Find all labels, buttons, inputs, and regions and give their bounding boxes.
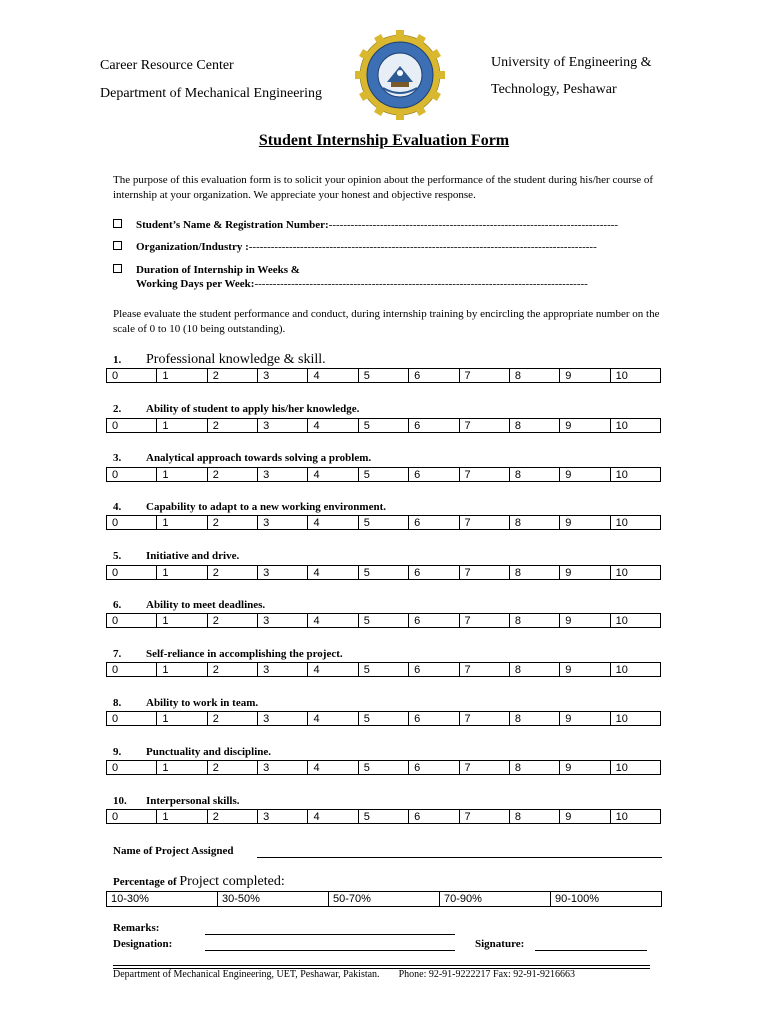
rating-option[interactable]: 3 bbox=[257, 663, 307, 676]
rating-option[interactable]: 8 bbox=[509, 516, 559, 529]
designation-label: Designation: bbox=[113, 938, 173, 950]
question-label bbox=[113, 403, 359, 415]
question-text: Interpersonal skills. bbox=[146, 795, 240, 807]
header-right-line2: Technology, Peshawar bbox=[491, 82, 617, 97]
rating-option[interactable]: 5 bbox=[358, 663, 408, 676]
checkbox-icon[interactable] bbox=[113, 219, 122, 228]
rating-option[interactable]: 9 bbox=[559, 419, 609, 432]
rating-option[interactable]: 3 bbox=[257, 369, 307, 382]
percentage-label-rest: Project completed: bbox=[179, 874, 285, 889]
rating-option[interactable]: 4 bbox=[307, 663, 357, 676]
rating-option[interactable]: 1 bbox=[156, 810, 206, 823]
rating-option[interactable]: 3 bbox=[257, 761, 307, 774]
rating-option[interactable]: 10 bbox=[610, 468, 660, 481]
rating-option[interactable]: 1 bbox=[156, 761, 206, 774]
intro-paragraph: The purpose of this evaluation form is to solicit your opinion about the performance of the student during his/her course of internship at your organization. We appreciate your honest and objective response. bbox=[113, 174, 654, 201]
rating-option[interactable]: 2 bbox=[207, 614, 257, 627]
rating-option[interactable]: 8 bbox=[509, 566, 559, 579]
rating-option[interactable]: 5 bbox=[358, 614, 408, 627]
rating-option[interactable]: 1 bbox=[156, 468, 206, 481]
organization-blank: ----------------------------------------------------------------------------------------------- bbox=[248, 241, 597, 253]
rating-option[interactable]: 8 bbox=[509, 761, 559, 774]
rating-option[interactable]: 2 bbox=[207, 468, 257, 481]
rating-option[interactable]: 10 bbox=[610, 369, 660, 382]
rating-option[interactable]: 2 bbox=[207, 663, 257, 676]
rating-option[interactable]: 1 bbox=[156, 419, 206, 432]
rating-option[interactable]: 0 bbox=[112, 664, 119, 676]
question-text: Professional knowledge & skill. bbox=[146, 352, 326, 367]
rating-scale-row bbox=[106, 515, 661, 530]
rating-option[interactable]: 0 bbox=[112, 615, 119, 627]
question-number: 1. bbox=[113, 354, 122, 366]
rating-option[interactable]: 1 bbox=[156, 614, 206, 627]
rating-option[interactable]: 5 bbox=[358, 468, 408, 481]
rating-option[interactable]: 9 bbox=[559, 614, 609, 627]
rating-option[interactable]: 10 bbox=[610, 761, 660, 774]
question-text: Punctuality and discipline. bbox=[146, 746, 272, 758]
rating-option[interactable]: 1 bbox=[156, 663, 206, 676]
rating-option[interactable]: 7 bbox=[459, 663, 509, 676]
rating-option[interactable]: 8 bbox=[509, 369, 559, 382]
question-number: 9. bbox=[113, 746, 122, 758]
rating-option[interactable]: 7 bbox=[459, 712, 509, 725]
rating-option[interactable]: 6 bbox=[408, 712, 458, 725]
rating-option[interactable]: 6 bbox=[408, 369, 458, 382]
rating-option[interactable]: 0 bbox=[112, 567, 119, 579]
signature-label: Signature: bbox=[475, 938, 525, 950]
rating-option[interactable]: 0 bbox=[112, 420, 119, 432]
question-number: 5. bbox=[113, 550, 122, 562]
rating-option[interactable]: 8 bbox=[509, 468, 559, 481]
rating-option[interactable]: 10 bbox=[610, 614, 660, 627]
rating-option[interactable]: 9 bbox=[559, 712, 609, 725]
duration-label-line1: Duration of Internship in Weeks & bbox=[136, 264, 300, 276]
duration-label-line2: Working Days per Week: bbox=[136, 278, 255, 290]
rating-option[interactable]: 10 bbox=[610, 516, 660, 529]
rating-option[interactable]: 6 bbox=[408, 516, 458, 529]
rating-option[interactable]: 7 bbox=[459, 614, 509, 627]
rating-option[interactable]: 10 bbox=[610, 663, 660, 676]
checkbox-icon[interactable] bbox=[113, 264, 122, 273]
question-number: 8. bbox=[113, 697, 122, 709]
rating-option[interactable]: 0 bbox=[112, 517, 119, 529]
rating-option[interactable]: 4 bbox=[307, 566, 357, 579]
rating-option[interactable]: 3 bbox=[257, 712, 307, 725]
rating-scale-row bbox=[106, 711, 661, 726]
rating-option[interactable]: 9 bbox=[559, 516, 609, 529]
percentage-option[interactable]: 30-50% bbox=[217, 892, 328, 906]
rating-option[interactable]: 9 bbox=[559, 810, 609, 823]
rating-option[interactable]: 9 bbox=[559, 369, 609, 382]
rating-option[interactable]: 0 bbox=[112, 762, 119, 774]
project-name-label: Name of Project Assigned bbox=[113, 845, 234, 857]
rating-scale-row bbox=[106, 760, 661, 775]
question-number: 10. bbox=[113, 795, 127, 807]
duration-field[interactable] bbox=[113, 263, 673, 291]
question-text: Initiative and drive. bbox=[146, 550, 240, 562]
percentage-option[interactable]: 10-30% bbox=[111, 893, 149, 905]
rating-option[interactable]: 3 bbox=[257, 810, 307, 823]
student-name-label: Student’s Name & Registration Number: bbox=[136, 219, 329, 231]
rating-option[interactable]: 9 bbox=[559, 468, 609, 481]
rating-option[interactable]: 6 bbox=[408, 614, 458, 627]
rating-option[interactable]: 4 bbox=[307, 419, 357, 432]
rating-option[interactable]: 0 bbox=[112, 713, 119, 725]
rating-scale-row bbox=[106, 613, 661, 628]
checkbox-icon[interactable] bbox=[113, 241, 122, 250]
header-left-line2: Department of Mechanical Engineering bbox=[100, 86, 322, 101]
project-name-line[interactable] bbox=[257, 857, 662, 858]
rating-option[interactable]: 8 bbox=[509, 663, 559, 676]
rating-option[interactable]: 0 bbox=[112, 811, 119, 823]
organization-label: Organization/Industry : bbox=[136, 241, 249, 253]
question-label bbox=[113, 550, 239, 562]
question-label bbox=[113, 648, 343, 660]
rating-option[interactable]: 7 bbox=[459, 516, 509, 529]
rating-option[interactable]: 6 bbox=[408, 566, 458, 579]
rating-option[interactable]: 3 bbox=[257, 516, 307, 529]
rating-scale-row bbox=[106, 565, 661, 580]
rating-option[interactable]: 6 bbox=[408, 810, 458, 823]
rating-option[interactable]: 3 bbox=[257, 566, 307, 579]
rating-option[interactable]: 7 bbox=[459, 761, 509, 774]
rating-option[interactable]: 10 bbox=[610, 566, 660, 579]
rating-option[interactable]: 1 bbox=[156, 369, 206, 382]
rating-option[interactable]: 5 bbox=[358, 810, 408, 823]
rating-option[interactable]: 6 bbox=[408, 663, 458, 676]
header-right-line1: University of Engineering & bbox=[491, 55, 652, 70]
question-label bbox=[113, 746, 271, 758]
rating-option[interactable]: 6 bbox=[408, 419, 458, 432]
rating-option[interactable]: 1 bbox=[156, 516, 206, 529]
rating-option[interactable]: 10 bbox=[610, 712, 660, 725]
rating-option[interactable]: 3 bbox=[257, 419, 307, 432]
rating-option[interactable]: 10 bbox=[610, 810, 660, 823]
designation-line[interactable] bbox=[205, 950, 455, 951]
percentage-table bbox=[106, 891, 662, 907]
question-text: Ability to work in team. bbox=[146, 697, 259, 709]
rating-option[interactable]: 8 bbox=[509, 419, 559, 432]
signature-line[interactable] bbox=[535, 950, 647, 951]
question-label bbox=[113, 452, 371, 464]
rating-option[interactable]: 4 bbox=[307, 468, 357, 481]
rating-option[interactable]: 2 bbox=[207, 761, 257, 774]
question-label bbox=[113, 352, 326, 368]
footer-rule-top bbox=[113, 965, 650, 966]
instructions-paragraph: Please evaluate the student performance and conduct, during internship training by encircling the appropriate number on the scale of 0 to 10 (10 being outstanding). bbox=[113, 308, 660, 335]
footer-phone: Phone: 92-91-9222217 Fax: 92-91-9216663 bbox=[398, 969, 575, 980]
rating-option[interactable]: 9 bbox=[559, 566, 609, 579]
organization-field[interactable] bbox=[113, 240, 673, 254]
rating-option[interactable]: 8 bbox=[509, 614, 559, 627]
university-logo bbox=[353, 28, 447, 122]
rating-option[interactable]: 5 bbox=[358, 566, 408, 579]
question-label bbox=[113, 599, 265, 611]
rating-option[interactable]: 4 bbox=[307, 614, 357, 627]
rating-option[interactable]: 7 bbox=[459, 468, 509, 481]
question-label bbox=[113, 697, 258, 709]
question-text: Capability to adapt to a new working environment. bbox=[146, 501, 386, 513]
rating-scale-row bbox=[106, 368, 661, 383]
percentage-option[interactable]: 90-100% bbox=[550, 892, 661, 906]
rating-option[interactable]: 2 bbox=[207, 712, 257, 725]
student-name-blank: ------------------------------------------------------------------------------- bbox=[328, 219, 619, 231]
rating-option[interactable]: 2 bbox=[207, 369, 257, 382]
student-name-field[interactable] bbox=[113, 218, 673, 232]
rating-option[interactable]: 6 bbox=[408, 468, 458, 481]
rating-option[interactable]: 0 bbox=[112, 370, 119, 382]
rating-option[interactable]: 5 bbox=[358, 369, 408, 382]
rating-option[interactable]: 7 bbox=[459, 369, 509, 382]
question-number: 7. bbox=[113, 648, 122, 660]
rating-option[interactable]: 4 bbox=[307, 761, 357, 774]
question-number: 3. bbox=[113, 452, 122, 464]
rating-option[interactable]: 4 bbox=[307, 810, 357, 823]
question-number: 2. bbox=[113, 403, 122, 415]
question-text: Ability of student to apply his/her knowledge. bbox=[146, 403, 360, 415]
rating-scale-row bbox=[106, 418, 661, 433]
rating-option[interactable]: 3 bbox=[257, 468, 307, 481]
rating-option[interactable]: 3 bbox=[257, 614, 307, 627]
rating-option[interactable]: 1 bbox=[156, 712, 206, 725]
rating-option[interactable]: 6 bbox=[408, 761, 458, 774]
rating-option[interactable]: 7 bbox=[459, 419, 509, 432]
footer-department: Department of Mechanical Engineering, UET, Peshawar, Pakistan. bbox=[113, 969, 380, 980]
rating-option[interactable]: 7 bbox=[459, 810, 509, 823]
question-text: Ability to meet deadlines. bbox=[146, 599, 266, 611]
rating-option[interactable]: 2 bbox=[207, 810, 257, 823]
question-label bbox=[113, 795, 240, 807]
rating-option[interactable]: 5 bbox=[358, 761, 408, 774]
rating-option[interactable]: 5 bbox=[358, 419, 408, 432]
question-number: 6. bbox=[113, 599, 122, 611]
rating-option[interactable]: 2 bbox=[207, 419, 257, 432]
duration-blank: ------------------------------------------------------------------------------------------- bbox=[254, 278, 588, 290]
percentage-option[interactable]: 50-70% bbox=[328, 892, 439, 906]
rating-option[interactable]: 10 bbox=[610, 419, 660, 432]
footer-text bbox=[113, 969, 575, 980]
rating-option[interactable]: 4 bbox=[307, 712, 357, 725]
rating-option[interactable]: 8 bbox=[509, 712, 559, 725]
rating-option[interactable]: 9 bbox=[559, 663, 609, 676]
rating-option[interactable]: 2 bbox=[207, 516, 257, 529]
question-text: Analytical approach towards solving a problem. bbox=[146, 452, 372, 464]
form-title: Student Internship Evaluation Form bbox=[258, 132, 510, 149]
rating-option[interactable]: 1 bbox=[156, 566, 206, 579]
question-text: Self-reliance in accomplishing the project. bbox=[146, 648, 343, 660]
percentage-label bbox=[113, 874, 285, 890]
question-label bbox=[113, 501, 386, 513]
rating-option[interactable]: 7 bbox=[459, 566, 509, 579]
rating-option[interactable]: 5 bbox=[358, 712, 408, 725]
header-left-line1: Career Resource Center bbox=[100, 58, 234, 73]
rating-option[interactable]: 5 bbox=[358, 516, 408, 529]
remarks-line[interactable] bbox=[205, 934, 455, 935]
rating-option[interactable]: 4 bbox=[307, 369, 357, 382]
question-number: 4. bbox=[113, 501, 122, 513]
rating-option[interactable]: 4 bbox=[307, 516, 357, 529]
rating-scale-row bbox=[106, 467, 661, 482]
percentage-label-bold: Percentage of bbox=[113, 876, 177, 888]
rating-option[interactable]: 8 bbox=[509, 810, 559, 823]
remarks-label: Remarks: bbox=[113, 922, 160, 934]
percentage-option[interactable]: 70-90% bbox=[439, 892, 550, 906]
rating-option[interactable]: 9 bbox=[559, 761, 609, 774]
rating-option[interactable]: 0 bbox=[112, 469, 119, 481]
rating-scale-row bbox=[106, 809, 661, 824]
rating-option[interactable]: 2 bbox=[207, 566, 257, 579]
rating-scale-row bbox=[106, 662, 661, 677]
